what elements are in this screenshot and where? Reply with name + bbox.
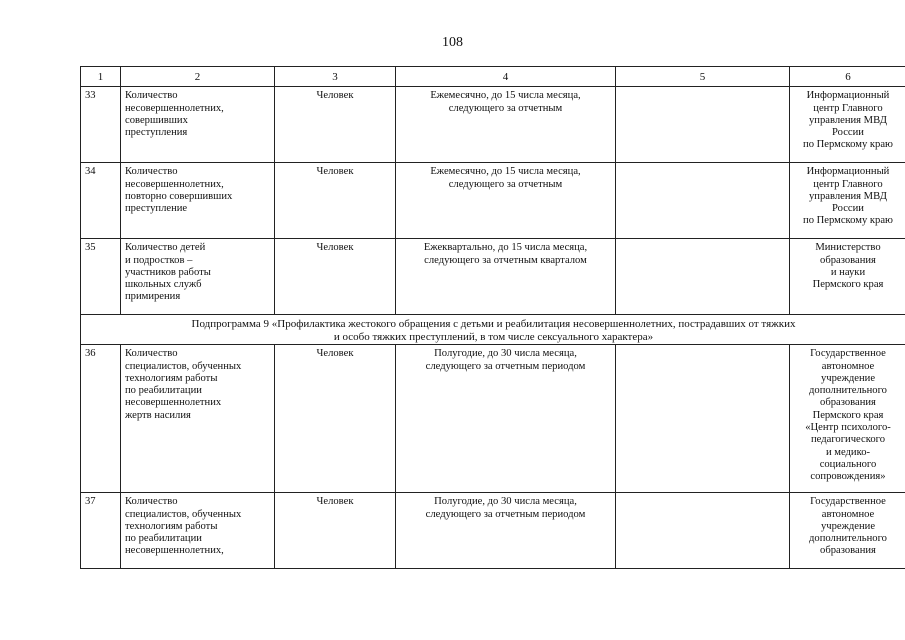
subprogram-title-line-1: Подпрограмма 9 «Профилактика жестокого обращения с детьми и реабилитация несовершеннолетних, пострадавших от тяжких: [191, 318, 796, 331]
indicator-name-line: технологиям работы: [125, 520, 218, 532]
responsible-organization: [790, 493, 905, 569]
responsible-organization-line: Министерство: [815, 242, 881, 254]
table-body-section-b: [81, 345, 905, 569]
table-row: [81, 493, 905, 569]
table-row: [81, 87, 905, 163]
responsible-organization-line: «Центр психолого-: [805, 422, 891, 434]
column-5-cell: [616, 345, 790, 493]
row-number: 36: [81, 345, 121, 493]
reporting-period: [396, 87, 616, 163]
subprogram-row: [81, 315, 905, 345]
indicator-name-line: повторно совершивших: [125, 190, 233, 202]
responsible-organization-line: дополнительного: [809, 385, 887, 397]
responsible-organization-line: Информационный: [806, 90, 890, 102]
reporting-period-line: следующего за отчетным: [448, 102, 563, 114]
responsible-organization-line: центр Главного: [813, 178, 883, 190]
reporting-period: [396, 239, 616, 315]
responsible-organization-line: дополнительного: [809, 533, 887, 545]
indicator-name-line: специалистов, обученных: [125, 508, 242, 520]
responsible-organization-line: России: [832, 203, 864, 215]
responsible-organization-line: управления МВД: [809, 114, 887, 126]
indicator-name-line: совершивших: [125, 114, 188, 126]
indicator-name-line: специалистов, обученных: [125, 360, 242, 372]
unit-of-measure: Человек: [275, 493, 396, 569]
indicator-name-line: несовершеннолетних: [125, 397, 222, 409]
responsible-organization-line: автономное: [821, 508, 875, 520]
column-5-cell: [616, 239, 790, 315]
responsible-organization-line: педагогического: [811, 434, 885, 446]
responsible-organization: [790, 87, 905, 163]
responsible-organization-line: по Пермскому краю: [803, 139, 893, 151]
reporting-period-line: Полугодие, до 30 числа месяца,: [434, 496, 577, 508]
unit-of-measure: Человек: [275, 345, 396, 493]
indicator-name-line: Количество: [125, 348, 178, 360]
responsible-organization-line: центр Главного: [813, 102, 883, 114]
header-col-3: 3: [275, 67, 396, 87]
column-5-cell: [616, 163, 790, 239]
indicator-name-line: участников работы: [125, 266, 211, 278]
responsible-organization: [790, 239, 905, 315]
responsible-organization-line: учреждение: [820, 372, 876, 384]
table-body-subprogram: [81, 315, 905, 345]
responsible-organization-line: учреждение: [820, 520, 876, 532]
header-col-6: 6: [790, 67, 905, 87]
unit-of-measure: Человек: [275, 163, 396, 239]
unit-of-measure: Человек: [275, 87, 396, 163]
table-row: [81, 163, 905, 239]
indicator-name-line: Количество: [125, 496, 178, 508]
indicator-name-line: несовершеннолетних,: [125, 178, 224, 190]
reporting-period-line: следующего за отчетным периодом: [425, 508, 586, 520]
header-col-1: 1: [81, 67, 121, 87]
responsible-organization-line: образования: [820, 545, 876, 557]
header-col-2: 2: [121, 67, 275, 87]
indicator-name: [121, 345, 275, 493]
responsible-organization-line: России: [832, 127, 864, 139]
subprogram-title-line-2: и особо тяжких преступлений, в том числе сексуального характера»: [333, 331, 654, 344]
reporting-period-line: следующего за отчетным кварталом: [424, 254, 587, 266]
table-body-section-a: [81, 87, 905, 315]
responsible-organization-line: сопровождения»: [810, 471, 886, 483]
responsible-organization-line: Государственное: [810, 496, 886, 508]
indicator-name: [121, 87, 275, 163]
row-number: 33: [81, 87, 121, 163]
reporting-period-line: Ежемесячно, до 15 числа месяца,: [430, 166, 581, 178]
indicator-name-line: Количество детей: [125, 242, 206, 254]
reporting-period-line: следующего за отчетным периодом: [425, 360, 586, 372]
table-header-row: [81, 67, 905, 87]
header-col-4: 4: [396, 67, 616, 87]
row-number: 35: [81, 239, 121, 315]
responsible-organization-line: социального: [819, 458, 877, 470]
indicator-name-line: несовершеннолетних,: [125, 102, 224, 114]
column-5-cell: [616, 87, 790, 163]
responsible-organization-line: Государственное: [810, 348, 886, 360]
responsible-organization-line: и науки: [830, 266, 866, 278]
responsible-organization-line: управления МВД: [809, 190, 887, 202]
column-5-cell: [616, 493, 790, 569]
indicator-name-line: жертв насилия: [125, 409, 191, 421]
responsible-organization: [790, 345, 905, 493]
responsible-organization-line: и медико-: [825, 446, 871, 458]
indicator-name: [121, 239, 275, 315]
responsible-organization-line: Пермского края: [812, 409, 884, 421]
reporting-period-line: Ежемесячно, до 15 числа месяца,: [430, 90, 581, 102]
reporting-period-line: следующего за отчетным: [448, 178, 563, 190]
indicator-name-line: преступление: [125, 203, 188, 215]
indicators-table: [80, 66, 905, 569]
reporting-period: [396, 163, 616, 239]
indicator-name-line: несовершеннолетних,: [125, 545, 224, 557]
table-row: [81, 239, 905, 315]
responsible-organization-line: по Пермскому краю: [803, 215, 893, 227]
indicator-name-line: Количество: [125, 90, 178, 102]
header-col-5: 5: [616, 67, 790, 87]
indicator-name: [121, 163, 275, 239]
unit-of-measure: Человек: [275, 239, 396, 315]
row-number: 34: [81, 163, 121, 239]
indicator-name-line: и подростков –: [125, 254, 193, 266]
reporting-period-line: Полугодие, до 30 числа месяца,: [434, 348, 577, 360]
indicator-name-line: преступления: [125, 127, 188, 139]
row-number: 37: [81, 493, 121, 569]
responsible-organization-line: образования: [820, 397, 876, 409]
responsible-organization-line: Пермского края: [812, 279, 884, 291]
table-row: [81, 345, 905, 493]
responsible-organization-line: Информационный: [806, 166, 890, 178]
indicator-name-line: примирения: [125, 291, 181, 303]
indicator-name-line: технологиям работы: [125, 372, 218, 384]
responsible-organization-line: автономное: [821, 360, 875, 372]
page-number: 108: [442, 35, 463, 50]
indicator-name-line: по реабилитации: [125, 385, 202, 397]
responsible-organization-line: образования: [820, 254, 876, 266]
reporting-period: [396, 345, 616, 493]
subprogram-title: [81, 315, 905, 345]
reporting-period: [396, 493, 616, 569]
indicator-name-line: школьных служб: [125, 279, 202, 291]
responsible-organization: [790, 163, 905, 239]
indicator-name: [121, 493, 275, 569]
indicator-name-line: по реабилитации: [125, 533, 202, 545]
reporting-period-line: Ежеквартально, до 15 числа месяца,: [423, 242, 588, 254]
indicator-name-line: Количество: [125, 166, 178, 178]
